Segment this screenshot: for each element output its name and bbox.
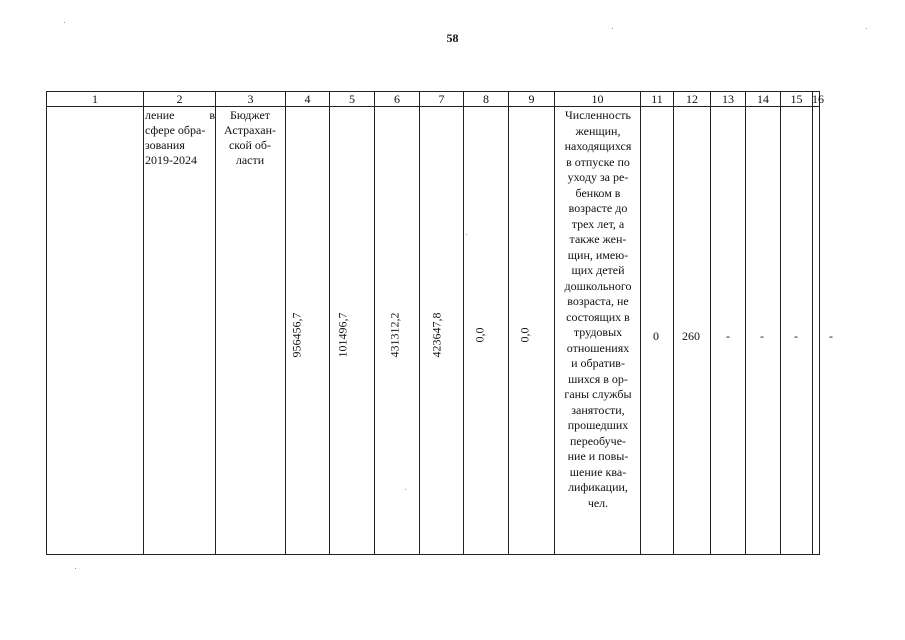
header-col-12: 12 [686,92,698,106]
header-col-7: 7 [438,92,445,106]
column-divider [419,91,420,555]
header-col-4: 4 [304,92,311,106]
indicator-line: ганы службы [564,387,632,401]
cell-col4-value: 956456,7 [289,312,304,358]
cell-col14-value: - [760,329,764,343]
column-divider [554,91,555,555]
scan-speck [866,28,867,29]
indicator-line: бенком в [575,185,621,200]
cell-col13-value: - [726,329,730,343]
header-col-6: 6 [394,92,400,106]
column-divider [745,91,746,555]
column-divider [508,91,509,555]
indicator-line: трех лет, а [571,216,625,231]
column-divider [812,91,813,555]
indicator-line: отношениях [566,340,630,355]
header-col-15: 15 [790,92,803,106]
scan-speck [405,489,406,490]
header-col-13: 13 [722,92,734,106]
indicator-line: чел. [587,495,609,510]
indicator-line: трудовых [573,325,623,339]
column-divider [710,91,711,555]
cell-funding-line: Астрахан- [224,123,276,137]
indicator-line: щих детей [571,263,625,277]
column-divider [329,91,330,555]
indicator-line: лификации, [568,480,628,494]
cell-col15-value: - [794,329,798,343]
cell-col6-value: 431312,2 [387,312,402,358]
header-col-9: 9 [528,92,535,106]
column-divider [463,91,464,555]
cell-col11-value: 0 [653,329,659,343]
indicator-line: женщин, [575,123,621,138]
scan-speck [466,234,467,235]
cell-event-line-right: в [209,108,215,122]
header-col-8: 8 [483,92,489,106]
indicator-line: и обратив- [571,356,625,370]
cell-event-line: сфере обра- [145,123,206,137]
cell-funding-line: ласти [235,153,265,167]
cell-event-line: 2019-2024 [145,153,197,167]
indicator-line: прошедших [567,418,629,432]
indicator-line: возрасте до [568,201,628,215]
cell-indicator-text [556,108,640,511]
header-divider [46,106,820,107]
header-col-14: 14 [757,92,769,106]
header-col-11: 11 [651,92,663,106]
scan-speck [612,28,613,29]
cell-funding-source [216,108,284,168]
scan-speck [75,568,76,569]
column-divider [285,91,286,555]
cell-col8-value: 0,0 [472,327,487,343]
column-divider [374,91,375,555]
cell-funding-line: ской об- [228,138,272,152]
indicator-line: дошкольного [564,278,632,293]
cell-event-line-left: ление [145,108,175,122]
indicator-line: состоящих в [566,309,630,324]
cell-col7-value: 423647,8 [429,312,444,358]
indicator-line: Численность [564,108,632,122]
header-col-10: 10 [591,92,604,106]
header-col-16-label: 16 [812,92,824,106]
column-divider [673,91,674,555]
cell-funding-line: Бюджет [229,108,271,122]
indicator-line: находящихся [564,139,632,153]
cell-col9-value: 0,0 [517,327,532,343]
column-divider [640,91,641,555]
header-col-3: 3 [247,92,254,106]
column-divider [143,91,144,555]
indicator-line: в отпуске по [566,154,630,169]
page-number: 58 [446,31,459,45]
indicator-line: шихся в ор- [568,371,628,386]
cell-col12-value: 260 [682,329,700,343]
scan-speck [64,22,65,23]
cell-col16-value: - [829,329,833,343]
indicator-line: щин, имею- [567,247,629,262]
cell-event-name [145,108,215,168]
indicator-line: ние и повы- [567,449,629,463]
cell-col5-value: 101496,7 [335,312,350,358]
cell-event-line [145,108,215,123]
header-col-2: 2 [176,92,183,106]
indicator-line: шение ква- [569,464,627,479]
header-col-5: 5 [349,92,355,106]
header-col-1: 1 [92,92,98,106]
indicator-line: переобуче- [569,433,627,448]
indicator-line: возраста, не [567,294,629,308]
cell-event-line: зования [145,138,185,152]
column-divider [780,91,781,555]
header-col-16 [812,92,824,106]
indicator-line: также жен- [569,232,627,246]
indicator-line: занятости, [571,402,625,417]
indicator-line: уходу за ре- [567,170,629,184]
